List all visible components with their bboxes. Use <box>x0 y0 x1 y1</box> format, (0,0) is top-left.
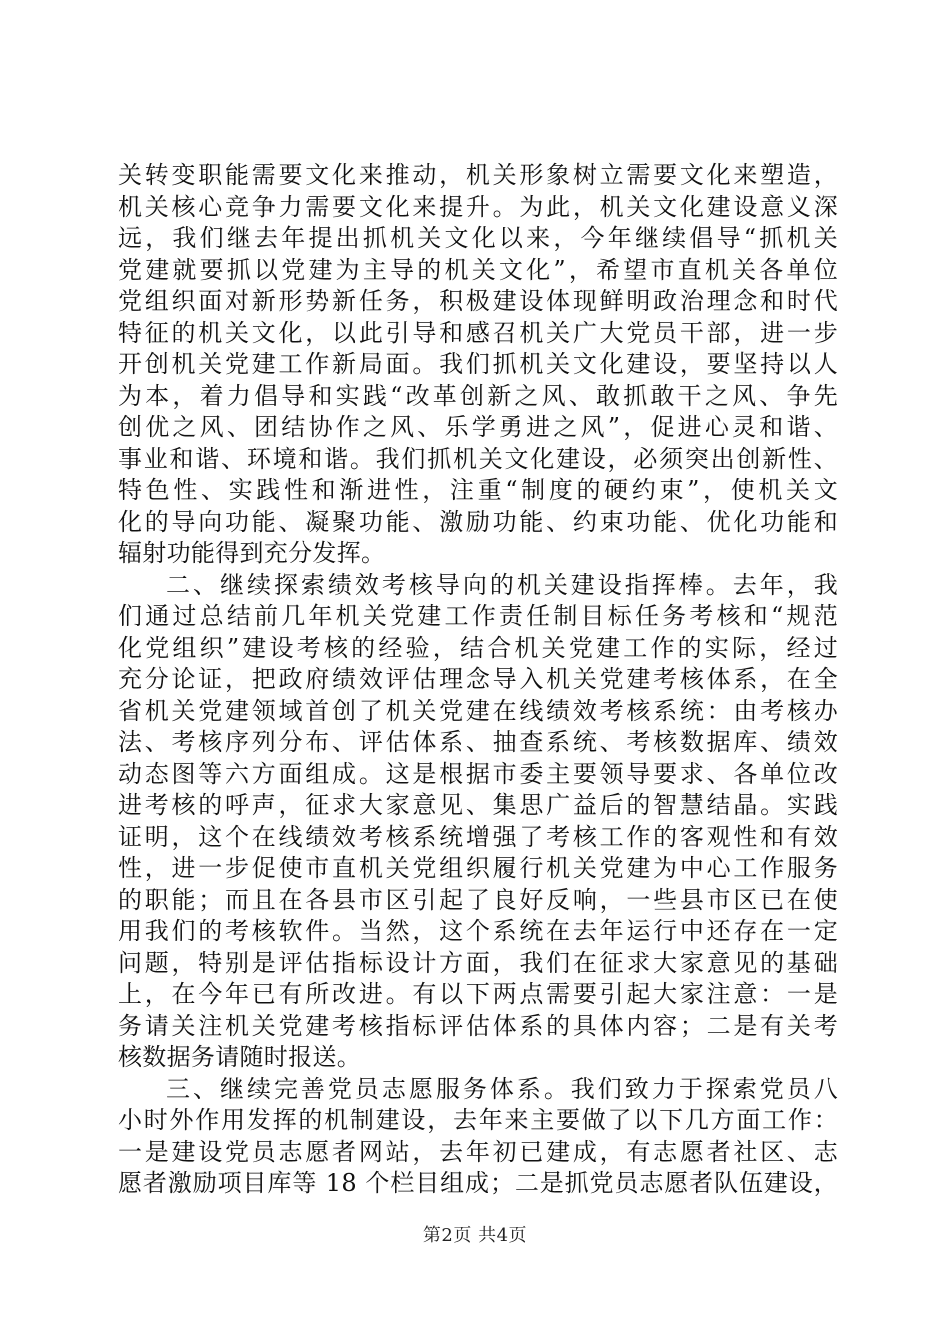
text-line: 化党组织”建设考核的经验，结合机关党建工作的实际，经过 <box>118 633 838 662</box>
text-line: 用我们的考核软件。当然，这个系统在去年运行中还存在一定 <box>118 917 838 945</box>
text-line: 一是建设党员志愿者网站，去年初已建成，有志愿者社区、志 <box>118 1137 838 1166</box>
text-line: 充分论证，把政府绩效评估理念导入机关党建考核体系，在全 <box>118 665 838 693</box>
text-line: 小时外作用发挥的机制建设，去年来主要做了以下几方面工作： <box>118 1106 838 1134</box>
text-line: 特色性、实践性和渐进性，注重“制度的硬约束”，使机关文 <box>118 476 838 504</box>
text-line: 关转变职能需要文化来推动，机关形象树立需要文化来塑造， <box>118 161 838 189</box>
text-line: 创优之风、团结协作之风、乐学勇进之风”，促进心灵和谐、 <box>118 413 838 441</box>
text-line: 机关核心竞争力需要文化来提升。为此，机关文化建设意义深 <box>118 192 838 221</box>
text-line: 三、继续完善党员志愿服务体系。我们致力于探索党员八 <box>166 1074 838 1103</box>
page-footer <box>0 1221 950 1247</box>
text-line: 性，进一步促使市直机关党组织履行机关党建为中心工作服务 <box>118 854 838 882</box>
text-line: 上，在今年已有所改进。有以下两点需要引起大家注意：一是 <box>118 980 838 1008</box>
text-line: 问题，特别是评估指标设计方面，我们在征求大家意见的基础 <box>118 948 838 977</box>
text-line: 党组织面对新形势新任务，积极建设体现鲜明政治理念和时代 <box>118 287 838 315</box>
text-line: 的职能；而且在各县市区引起了良好反响，一些县市区已在使 <box>118 885 838 914</box>
text-line: 为本，着力倡导和实践“改革创新之风、敢抓敢干之风、争先 <box>118 381 838 410</box>
paragraph-3 <box>118 1074 838 1200</box>
text-line: 动态图等六方面组成。这是根据市委主要领导要求、各单位改 <box>118 759 838 788</box>
text-line: 事业和谐、环境和谐。我们抓机关文化建设，必须突出创新性、 <box>118 444 838 473</box>
text-line: 辐射功能得到充分发挥。 <box>118 539 386 567</box>
text-line: 特征的机关文化，以此引导和感召机关广大党员干部，进一步 <box>118 318 838 347</box>
text-line: 化的导向功能、凝聚功能、激励功能、约束功能、优化功能和 <box>118 507 838 536</box>
text-line: 进考核的呼声，征求大家意见、集思广益后的智慧结晶。实践 <box>118 791 838 819</box>
text-line: 务请关注机关党建考核指标评估体系的具体内容；二是有关考 <box>118 1011 838 1040</box>
text-line: 愿者激励项目库等 18 个栏目组成；二是抓党员志愿者队伍建设， <box>118 1169 838 1197</box>
text-line: 们通过总结前几年机关党建工作责任制目标任务考核和“规范 <box>118 602 838 630</box>
text-line: 省机关党建领域首创了机关党建在线绩效考核系统：由考核办 <box>118 696 838 725</box>
paragraph-1 <box>118 160 838 570</box>
document-body <box>118 160 838 1200</box>
text-line: 开创机关党建工作新局面。我们抓机关文化建设，要坚持以人 <box>118 350 838 378</box>
text-line: 法、考核序列分布、评估体系、抽查系统、考核数据库、绩效 <box>118 728 838 756</box>
text-line: 党建就要抓以党建为主导的机关文化”，希望市直机关各单位 <box>118 255 838 284</box>
text-line: 核数据务请随时报送。 <box>118 1043 361 1071</box>
text-line: 远，我们继去年提出抓机关文化以来，今年继续倡导“抓机关 <box>118 224 838 252</box>
page-number: 第2页 共4页 <box>422 1225 528 1246</box>
paragraph-2 <box>118 570 838 1074</box>
text-line: 二、继续探索绩效考核导向的机关建设指挥棒。去年，我 <box>166 570 838 599</box>
text-line: 证明，这个在线绩效考核系统增强了考核工作的客观性和有效 <box>118 822 838 851</box>
